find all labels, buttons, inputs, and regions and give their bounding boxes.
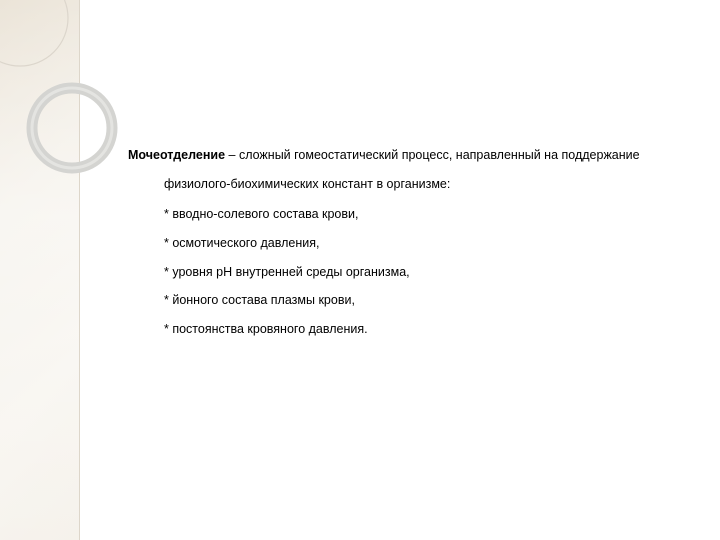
list-item: * постоянства кровяного давления.: [164, 321, 368, 336]
definition-text: сложный гомеостатический процесс, направленный на поддержание: [238, 148, 640, 162]
definition-first-line: [128, 148, 713, 164]
constants-list: [164, 207, 713, 337]
term-dash: –: [225, 148, 239, 162]
definition-second-line: физиолого-биохимических констант в организме:: [164, 176, 451, 191]
term-heading: Мочеотделение: [128, 148, 226, 162]
list-item: * уровня рН внутренней среды организма,: [164, 264, 410, 279]
list-item: * йонного состава плазмы крови,: [164, 293, 355, 308]
definition-text-block: [128, 148, 713, 350]
list-item: * вводно-солевого состава крови,: [164, 207, 359, 222]
list-item: * осмотического давления,: [164, 235, 320, 250]
ring-highlight-icon: [32, 88, 112, 168]
outline-ring-icon: [0, 0, 68, 66]
decorative-rings-icon: [0, 0, 120, 200]
